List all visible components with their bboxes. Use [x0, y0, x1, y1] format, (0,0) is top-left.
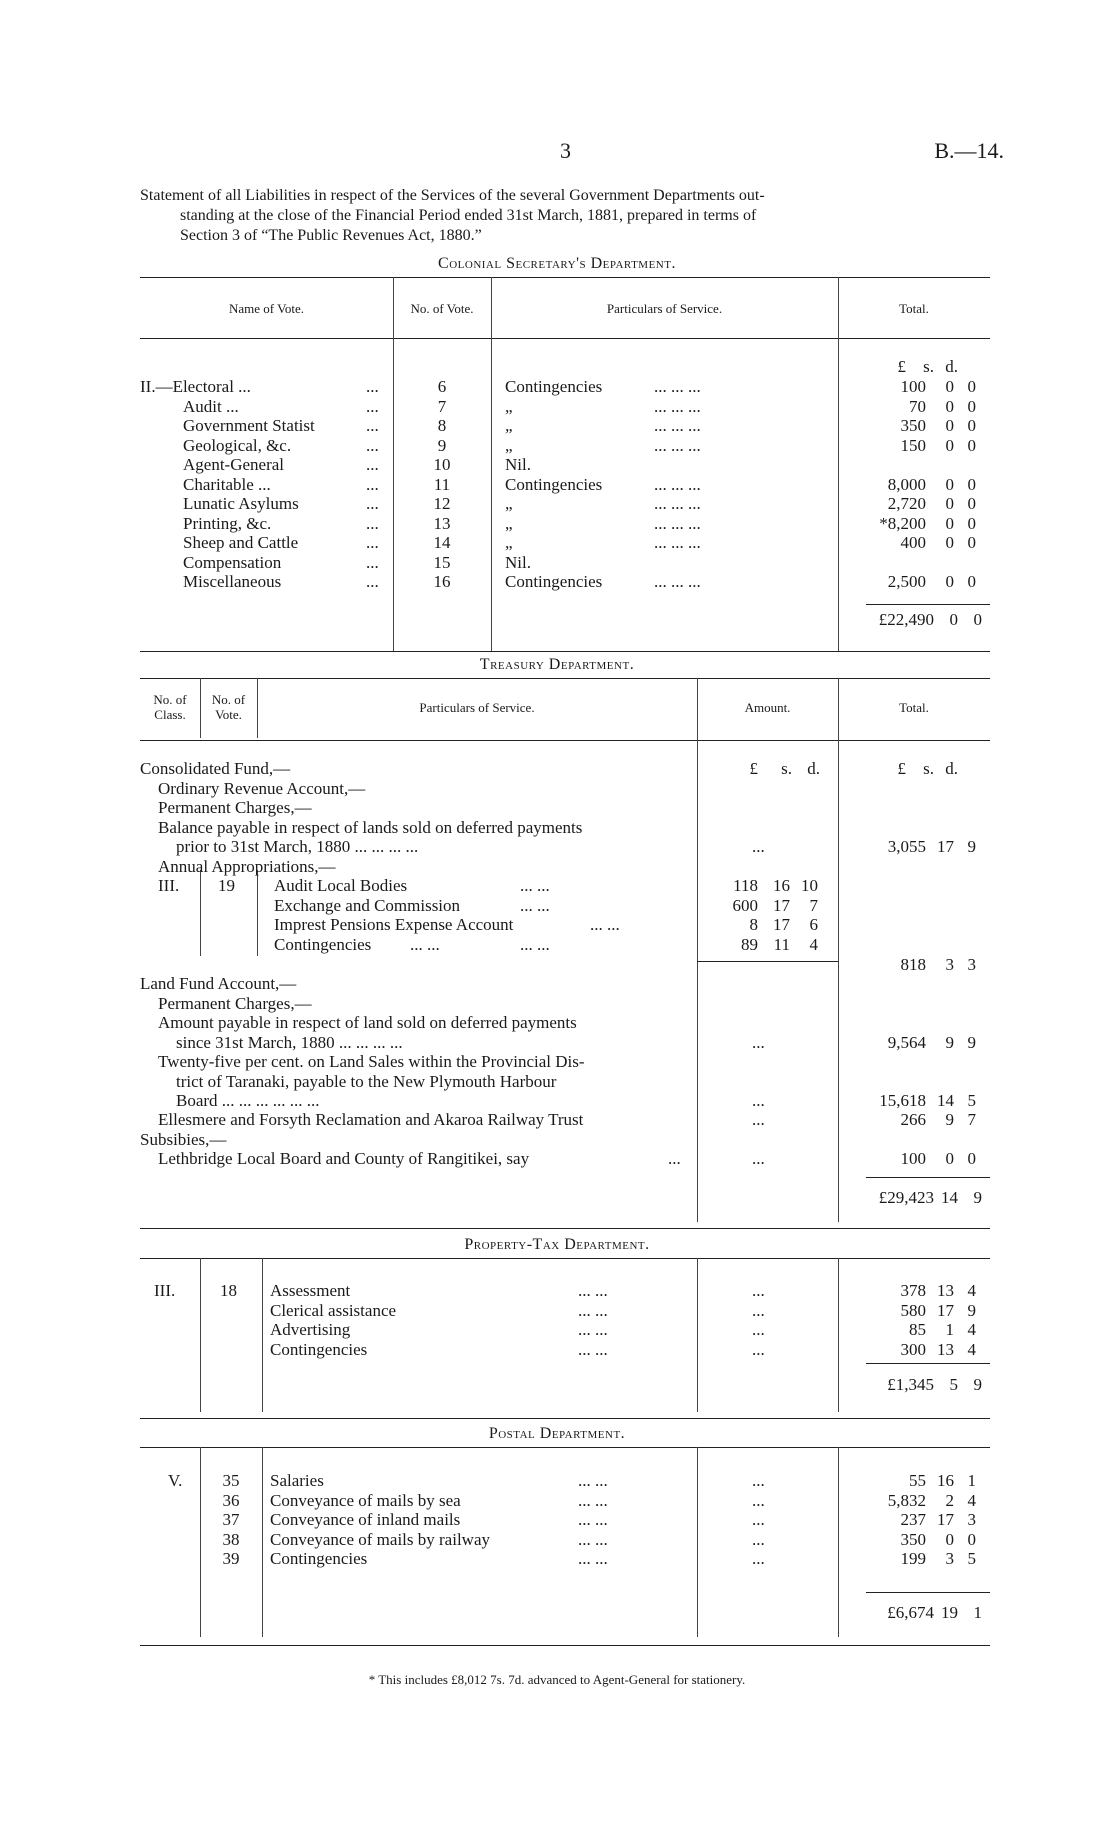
- column-divider: [697, 678, 698, 1222]
- leader-dots: ... ...: [410, 935, 440, 954]
- service-particular: Contingencies: [505, 377, 603, 396]
- header-name-of-vote: Name of Vote.: [229, 301, 304, 316]
- total-rule: [866, 1177, 990, 1178]
- vote-number: 6: [437, 377, 447, 396]
- service-particular: Advertising: [270, 1320, 351, 1339]
- service-particular: Nil.: [505, 455, 531, 474]
- intro-line-2: standing at the close of the Financial Period ended 31st March, 1881, prepared in terms of: [180, 207, 757, 224]
- rule: [140, 740, 990, 741]
- vote-number: 37: [222, 1510, 240, 1529]
- vote-number: 35: [222, 1471, 240, 1490]
- annual-total: 818 3 3: [900, 955, 976, 974]
- leader-dots: ...: [366, 572, 379, 591]
- column-divider: [838, 1447, 839, 1637]
- colonial-section-title: Colonial Secretary's Department.: [438, 255, 676, 272]
- treasury-total: £29,423 14 9: [878, 1188, 982, 1207]
- leader-dots: ...: [366, 455, 379, 474]
- service-particular: Salaries: [270, 1471, 324, 1490]
- vote-name: II.—Electoral ...: [140, 377, 251, 396]
- taranaki-line-3: Board ... ... ... ... ... ...: [176, 1091, 320, 1110]
- total-rule: [866, 604, 990, 605]
- vote-name: Audit ...: [183, 396, 239, 416]
- leader-dots: ... ... ...: [654, 377, 701, 396]
- total-rule: [866, 1592, 990, 1593]
- service-particular: „: [505, 533, 513, 552]
- header-total: Total.: [899, 301, 929, 316]
- total-units: £ s. d.: [897, 759, 958, 778]
- balance-line-2: prior to 31st March, 1880 ... ... ... ...: [176, 837, 419, 856]
- leader-dots: ... ... ...: [654, 572, 701, 591]
- balance-total: 3,055 17 9: [887, 837, 976, 856]
- service-particular: Nil.: [505, 552, 531, 572]
- amount-dots: ...: [752, 1490, 765, 1510]
- subtotal-rule: [697, 961, 838, 962]
- exchange-commission: Exchange and Commission: [274, 896, 461, 915]
- vote-number: 38: [222, 1529, 240, 1549]
- taranaki-total: 15,618 14 5: [879, 1091, 976, 1110]
- service-particular: „: [505, 513, 513, 533]
- service-particular: Assessment: [270, 1281, 351, 1300]
- amount-exchange: 600 17 7: [732, 896, 818, 915]
- leader-dots: ...: [366, 435, 379, 455]
- land-line-2: since 31st March, 1880 ... ... ... ...: [176, 1033, 403, 1052]
- vote-number: 12: [433, 494, 451, 513]
- column-divider: [262, 1447, 263, 1637]
- leader-dots: ...: [366, 474, 379, 494]
- ellesmere-line: Ellesmere and Forsyth Reclamation and Akaroa Railway Trust: [158, 1110, 584, 1129]
- column-divider: [697, 1447, 698, 1637]
- service-particular: Contingencies: [270, 1549, 368, 1568]
- vote-name: Lunatic Asylums: [183, 494, 299, 513]
- consolidated-fund: Consolidated Fund,—: [140, 759, 291, 778]
- leader-dots: ... ...: [578, 1471, 608, 1490]
- service-total: 85 1 4: [909, 1320, 976, 1339]
- service-particular: „: [505, 396, 513, 416]
- leader-dots: ...: [366, 377, 379, 396]
- vote-name: Miscellaneous: [183, 572, 282, 591]
- service-particular: Conveyance of inland mails: [270, 1510, 461, 1529]
- service-total: 350 0 0: [900, 416, 976, 435]
- land-line-1: Amount payable in respect of land sold on deferred payments: [158, 1013, 577, 1032]
- property-tax-section-title: Property-Tax Department.: [464, 1236, 650, 1253]
- column-divider: [200, 1258, 201, 1412]
- vote-number: 8: [437, 416, 447, 435]
- annual-appropriations: Annual Appropriations,—: [158, 857, 336, 876]
- vote-name: Printing, &c.: [183, 513, 272, 533]
- land-fund: Land Fund Account,—: [140, 974, 297, 993]
- amount-dots: ...: [752, 1510, 765, 1529]
- rule: [140, 678, 990, 679]
- vote-number: 19: [218, 876, 235, 895]
- column-divider: [200, 870, 201, 956]
- amount-audit: 118 16 10: [733, 876, 818, 895]
- leader-dots: ... ...: [578, 1339, 608, 1359]
- amount-units: £ s. d.: [749, 759, 820, 778]
- vote-name: Government Statist: [183, 416, 315, 435]
- vote-number: 39: [222, 1549, 240, 1568]
- rule: [140, 1258, 990, 1259]
- header-no-of-class: No. of Class.: [153, 692, 187, 722]
- service-particular: Conveyance of mails by railway: [270, 1529, 490, 1549]
- column-divider: [838, 1258, 839, 1412]
- leader-dots: ... ... ...: [654, 435, 701, 455]
- vote-number: 16: [433, 572, 451, 591]
- amount-dots: ...: [752, 1110, 765, 1129]
- service-total: 2,500 0 0: [887, 572, 976, 591]
- postal-total: £6,674 19 1: [887, 1603, 982, 1622]
- leader-dots: ... ...: [578, 1281, 608, 1300]
- vote-number: 36: [222, 1490, 240, 1510]
- permanent-charges: Permanent Charges,—: [158, 798, 312, 817]
- vote-name: Agent-General: [183, 455, 285, 474]
- postal-section-title: Postal Department.: [488, 1425, 626, 1442]
- header-total: Total.: [899, 700, 929, 715]
- column-divider: [838, 277, 839, 651]
- footnote: * This includes £8,012 7s. 7d. advanced to Agent-General for stationery.: [368, 1672, 746, 1687]
- vote-number: 15: [433, 552, 451, 572]
- leader-dots: ... ... ...: [654, 494, 701, 513]
- amount-dots: ...: [752, 1339, 765, 1359]
- amount-dots: ...: [752, 1300, 765, 1320]
- permanent-charges: Permanent Charges,—: [158, 994, 312, 1013]
- service-particular: Conveyance of mails by sea: [270, 1490, 461, 1510]
- colonial-total: £22,490 0 0: [878, 610, 982, 629]
- service-particular: „: [505, 435, 513, 455]
- service-total: 237 17 3: [900, 1510, 976, 1529]
- intro-line-1: Statement of all Liabilities in respect of the Services of the several Government Departments out-: [140, 187, 765, 204]
- vote-name: Compensation: [183, 552, 282, 572]
- column-divider: [257, 870, 258, 956]
- treasury-section-title: Treasury Department.: [479, 656, 635, 673]
- service-total: 5,832 2 4: [887, 1490, 976, 1510]
- leader-dots: ... ...: [578, 1300, 608, 1320]
- amount-dots: ...: [752, 1529, 765, 1549]
- service-total: 2,720 0 0: [887, 494, 976, 513]
- leader-dots: ...: [366, 396, 379, 416]
- lethbridge-total: 100 0 0: [900, 1149, 976, 1168]
- service-total: 580 17 9: [900, 1300, 976, 1320]
- vote-number: 10: [433, 455, 451, 474]
- service-total: 100 0 0: [900, 377, 976, 396]
- column-divider: [262, 1258, 263, 1412]
- vote-name: Sheep and Cattle: [183, 533, 299, 552]
- amount-dots: ...: [752, 1149, 765, 1168]
- service-total: 350 0 0: [900, 1529, 976, 1549]
- class-number: III.: [158, 876, 180, 895]
- vote-number: 14: [433, 533, 451, 552]
- leader-dots: ... ...: [578, 1320, 608, 1339]
- property-total: £1,345 5 9: [887, 1375, 982, 1394]
- document-code: B.—14.: [934, 138, 1004, 163]
- service-particular: „: [505, 416, 513, 435]
- service-total: 199 3 5: [900, 1549, 976, 1568]
- rule: [140, 1447, 990, 1448]
- taranaki-line-1: Twenty-five per cent. on Land Sales within the Provincial Dis-: [158, 1052, 585, 1071]
- leader-dots: ... ...: [578, 1490, 608, 1510]
- currency-units: £ s. d.: [897, 357, 958, 376]
- header-particulars: Particulars of Service.: [419, 700, 535, 715]
- service-total: 378 13 4: [900, 1281, 976, 1300]
- amount-dots: ...: [752, 1091, 765, 1110]
- imprest-pensions: Imprest Pensions Expense Account: [274, 915, 514, 934]
- leader-dots: ... ... ...: [654, 513, 701, 533]
- leader-dots: ... ... ...: [654, 396, 701, 416]
- property-vote: 18: [220, 1281, 237, 1300]
- leader-dots: ... ...: [520, 876, 550, 895]
- vote-number: 9: [437, 435, 447, 455]
- service-total: 150 0 0: [900, 435, 976, 455]
- amount-dots: ...: [752, 1549, 765, 1568]
- service-particular: Clerical assistance: [270, 1300, 397, 1320]
- service-total: 70 0 0: [909, 396, 976, 416]
- service-particular: Contingencies: [505, 474, 603, 494]
- column-divider: [838, 678, 839, 1222]
- rule: [140, 1228, 990, 1229]
- leader-dots: ... ...: [578, 1529, 608, 1549]
- column-divider: [491, 277, 492, 651]
- leader-dots: ...: [366, 552, 379, 572]
- intro-line-3: Section 3 of “The Public Revenues Act, 1880.”: [180, 227, 482, 244]
- leader-dots: ... ...: [578, 1549, 608, 1568]
- leader-dots: ... ...: [590, 915, 620, 934]
- balance-line-1: Balance payable in respect of lands sold on deferred payments: [158, 818, 583, 837]
- rule: [140, 1418, 990, 1419]
- ordinary-revenue: Ordinary Revenue Account,—: [158, 779, 366, 798]
- total-rule: [866, 1363, 990, 1364]
- leader-dots: ... ... ...: [654, 416, 701, 435]
- rule: [140, 1645, 990, 1646]
- leader-dots: ...: [366, 494, 379, 513]
- vote-name: Geological, &c.: [183, 435, 292, 455]
- amount-dots: ...: [752, 1033, 765, 1052]
- property-class: III.: [154, 1281, 176, 1300]
- header-particulars: Particulars of Service.: [606, 301, 723, 316]
- column-divider: [697, 1258, 698, 1412]
- statement-intro: [140, 186, 1000, 246]
- leader-dots: ...: [668, 1149, 681, 1168]
- amount-imprest: 8 17 6: [749, 915, 818, 934]
- header-no-of-vote: No. of Vote.: [410, 301, 474, 316]
- amount-dots: ...: [752, 1320, 765, 1339]
- rule: [140, 338, 990, 339]
- audit-local-bodies: Audit Local Bodies: [274, 876, 408, 895]
- subsidies: Subsibies,—: [140, 1130, 227, 1149]
- service-total: 55 16 1: [909, 1471, 976, 1490]
- rule: [140, 651, 990, 652]
- amount-dots: ...: [752, 837, 765, 856]
- contingencies: Contingencies: [274, 935, 372, 954]
- vote-number: 13: [433, 513, 451, 533]
- ellesmere-total: 266 9 7: [900, 1110, 976, 1129]
- postal-class: V.: [168, 1471, 183, 1490]
- service-particular: „: [505, 494, 513, 513]
- vote-number: 7: [437, 396, 447, 416]
- vote-number: 11: [433, 474, 451, 494]
- land-total: 9,564 9 9: [887, 1033, 976, 1052]
- amount-dots: ...: [752, 1281, 765, 1300]
- header-no-of-vote: No. of Vote.: [211, 692, 246, 722]
- page-number: 3: [560, 138, 571, 163]
- lethbridge-line: Lethbridge Local Board and County of Rangitikei, say: [158, 1149, 530, 1168]
- service-particular: Contingencies: [270, 1339, 368, 1359]
- taranaki-line-2: trict of Taranaki, payable to the New Plymouth Harbour: [176, 1072, 557, 1091]
- rule: [140, 277, 990, 278]
- leader-dots: ... ...: [578, 1510, 608, 1529]
- leader-dots: ...: [366, 533, 379, 552]
- amount-contingencies: 89 11 4: [741, 935, 818, 954]
- leader-dots: ...: [366, 513, 379, 533]
- leader-dots: ... ... ...: [654, 533, 701, 552]
- leader-dots: ... ... ...: [654, 474, 701, 494]
- service-total: 8,000 0 0: [887, 474, 976, 494]
- service-total: *8,200 0 0: [879, 513, 976, 533]
- service-particular: Contingencies: [505, 572, 603, 591]
- vote-name: Charitable ...: [183, 474, 271, 494]
- leader-dots: ... ...: [520, 896, 550, 915]
- header-amount: Amount.: [744, 700, 791, 715]
- service-total: 400 0 0: [900, 533, 976, 552]
- amount-dots: ...: [752, 1471, 765, 1490]
- service-total: 300 13 4: [900, 1339, 976, 1359]
- leader-dots: ...: [366, 416, 379, 435]
- leader-dots: ... ...: [520, 935, 550, 954]
